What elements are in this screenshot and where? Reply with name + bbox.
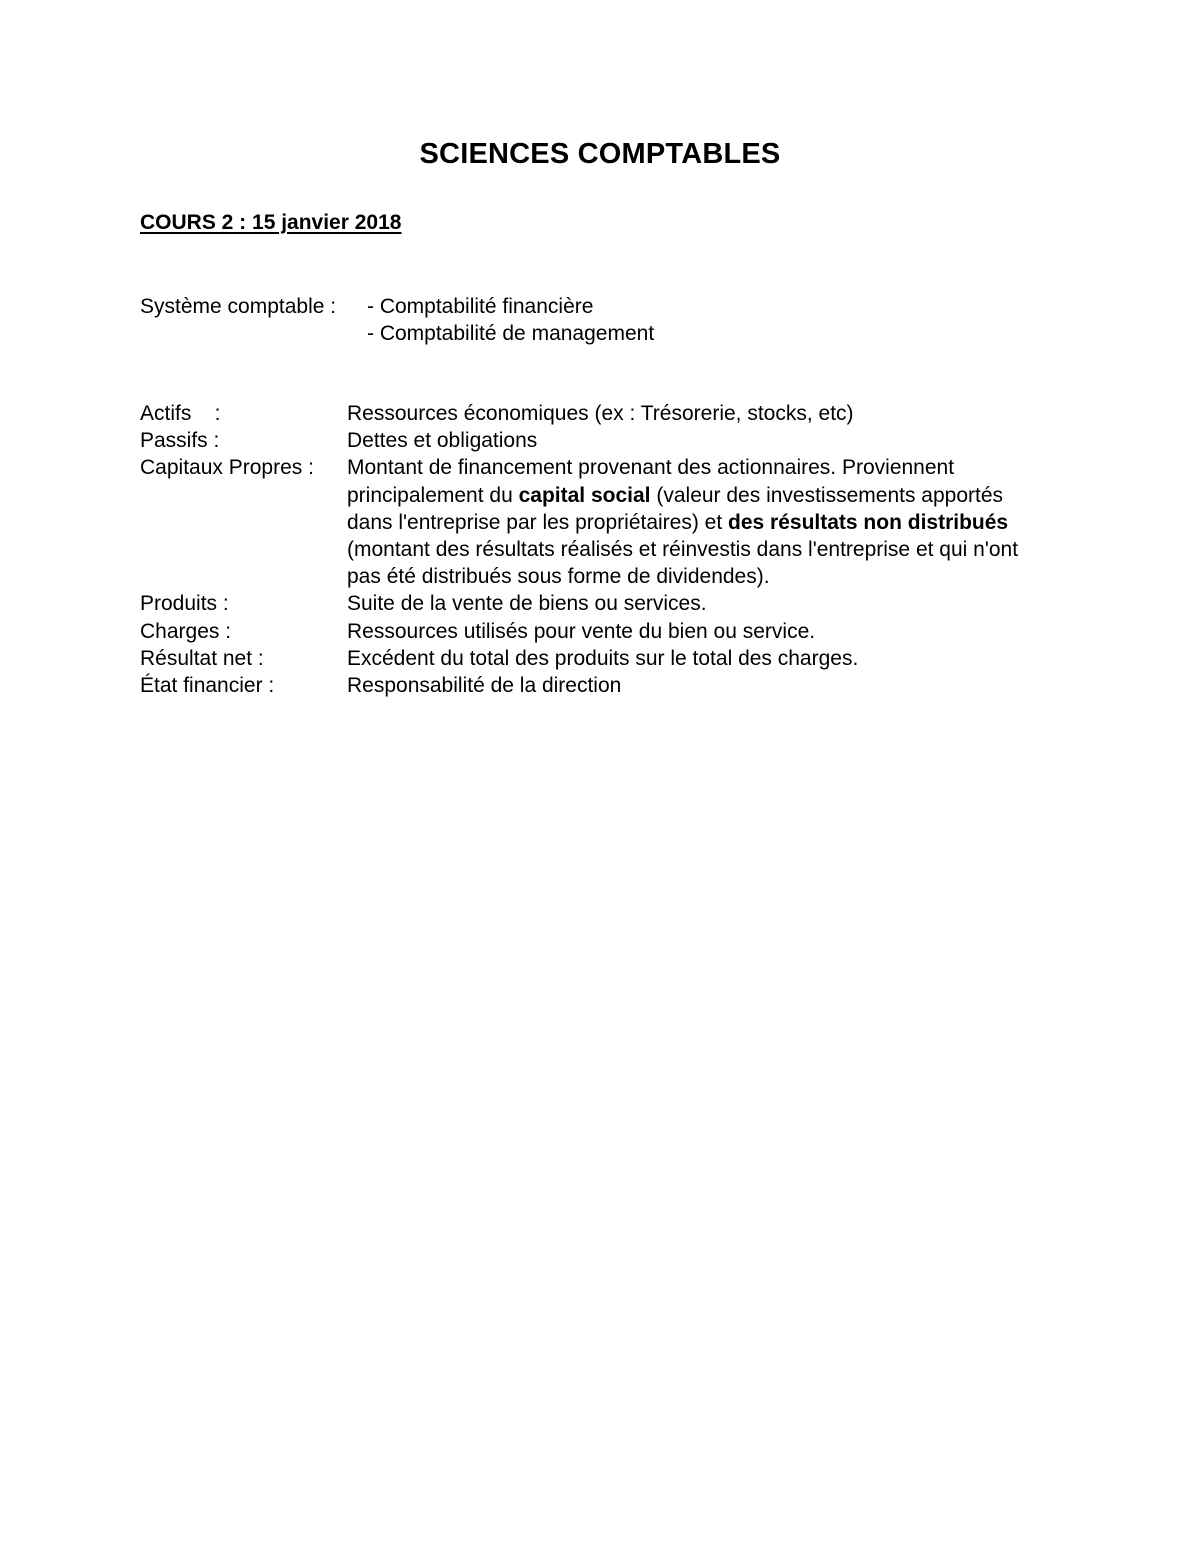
system-row-2 xyxy=(140,320,655,347)
definition-text-part: (valeur des investissements apportés dans l'entreprise par les propriétaires) et xyxy=(347,483,1004,534)
definition-term: Passifs : xyxy=(140,429,220,453)
course-heading: COURS 2 : 15 janvier 2018 xyxy=(140,211,402,234)
definition-capitaux-propres xyxy=(140,454,1060,590)
definition-produits xyxy=(140,590,1060,617)
system-row-1 xyxy=(140,293,594,320)
definition-term: Actifs : xyxy=(140,402,221,425)
definition-text: Suite de la vente de biens ou services. xyxy=(347,592,707,616)
accounting-system-section xyxy=(140,293,655,347)
system-label: Système comptable : xyxy=(140,295,337,318)
definition-text: Responsabilité de la direction xyxy=(347,674,622,698)
definition-resultat-net xyxy=(140,645,1060,672)
definition-term: Résultat net : xyxy=(140,646,264,670)
definition-term: Produits : xyxy=(140,592,229,616)
definition-term: Capitaux Propres : xyxy=(140,456,314,480)
definition-charges xyxy=(140,618,1060,645)
system-item-management: - Comptabilité de management xyxy=(367,322,655,345)
definition-text-part: (montant des résultats réalisés et réinvestis dans l'entreprise et qui n'ont pas été distribués sous forme de dividendes). xyxy=(347,538,1019,589)
definition-term: Charges : xyxy=(140,619,232,643)
definition-text: Ressources économiques (ex : Trésorerie, stocks, etc) xyxy=(347,402,854,425)
definition-term: État financier : xyxy=(140,674,275,698)
definition-etat-financier xyxy=(140,672,1060,699)
document-title: SCIENCES COMPTABLES xyxy=(419,138,781,170)
definition-actifs xyxy=(140,400,1060,427)
definition-text xyxy=(347,454,1047,590)
system-item-financial: - Comptabilité financière xyxy=(367,295,594,318)
definition-text-bold-capital-social: capital social xyxy=(518,483,651,507)
definition-text: Dettes et obligations xyxy=(347,429,538,453)
definition-text-bold-resultats-non-distribues: des résultats non distribués xyxy=(728,510,1009,534)
definitions-list xyxy=(140,400,1060,699)
definition-text: Ressources utilisés pour vente du bien ou service. xyxy=(347,619,816,643)
definition-text: Excédent du total des produits sur le total des charges. xyxy=(347,646,859,670)
definition-passifs xyxy=(140,427,1060,454)
definition-text-part: Montant de financement provenant des actionnaires. Proviennent principalement du xyxy=(347,456,955,507)
